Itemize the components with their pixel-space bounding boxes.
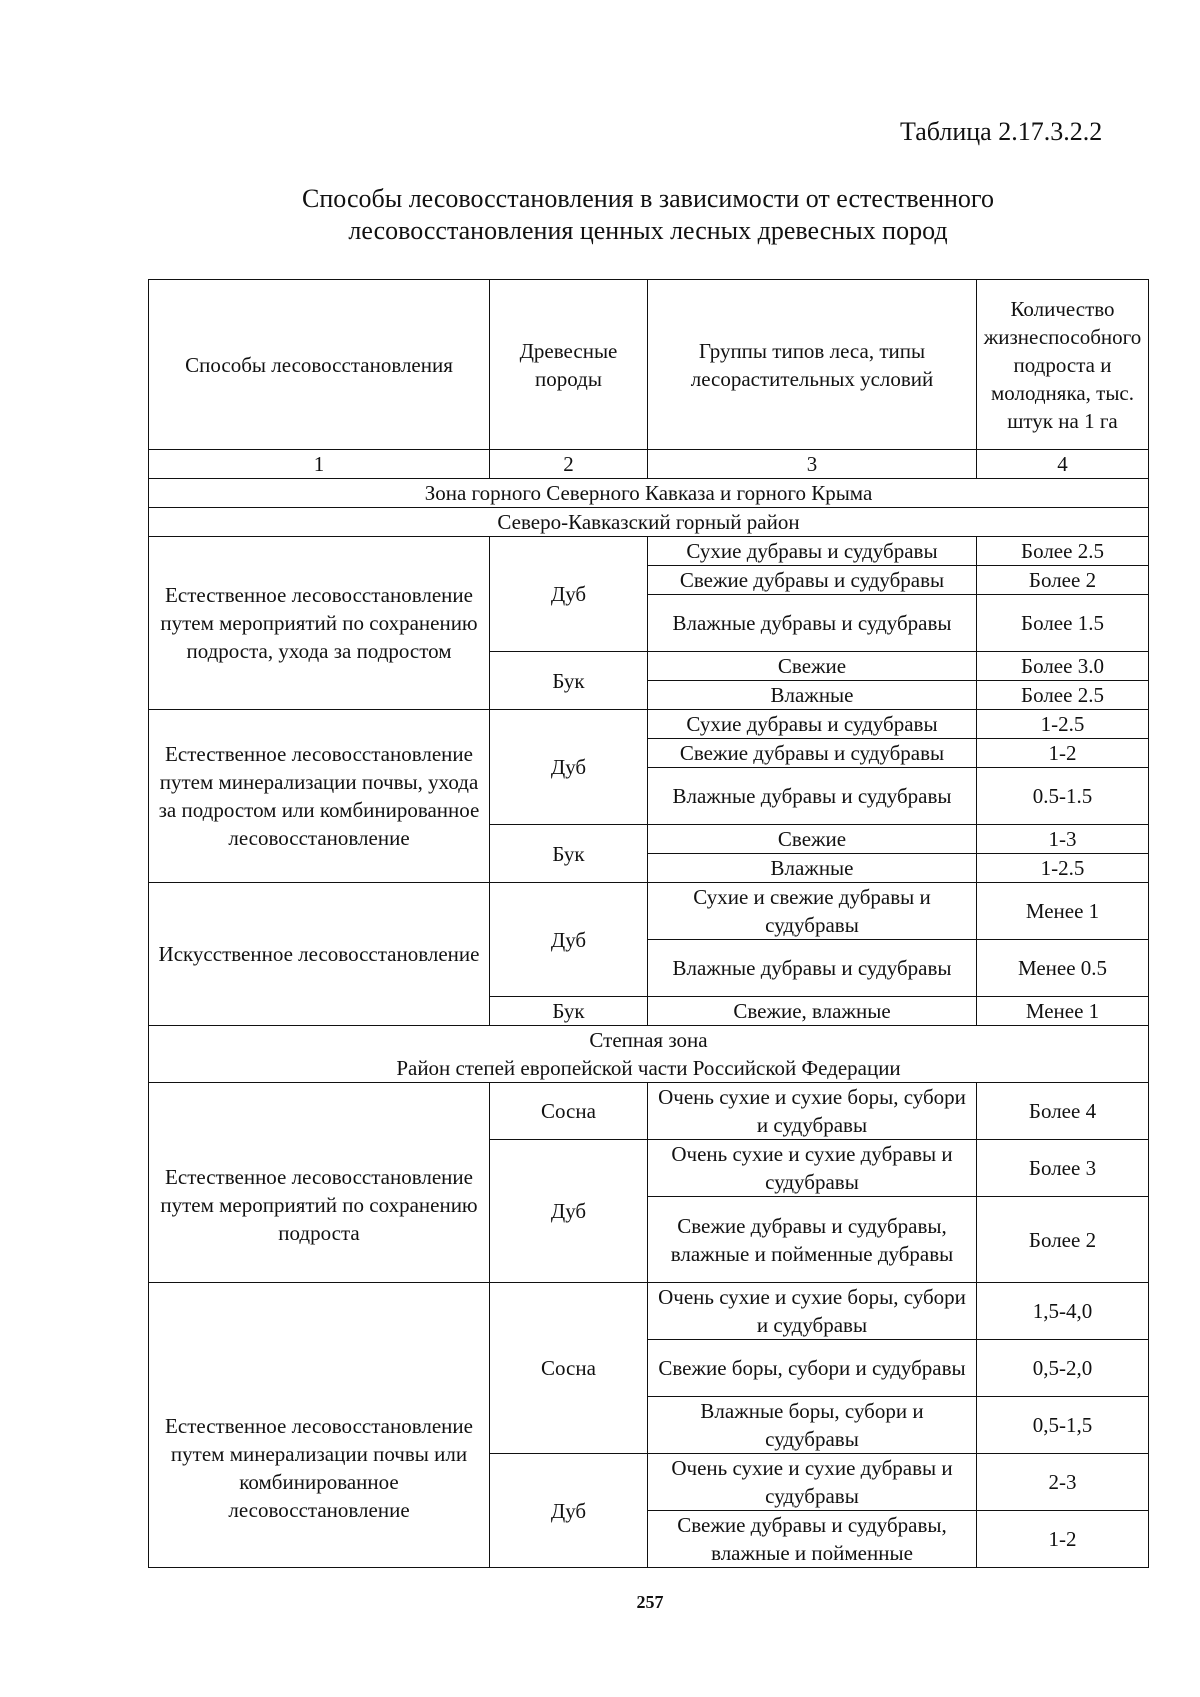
- header-methods: Способы лесовосстановления: [149, 280, 490, 450]
- forest-type-cell: Влажные дубравы и судубравы: [648, 768, 977, 825]
- forest-type-cell: Очень сухие и сухие боры, субори и судубравы: [648, 1083, 977, 1140]
- method-cell: Естественное лесовосстановление путем минерализации почвы, ухода за подростом или комбинированное лесовосстановление: [149, 710, 490, 883]
- quantity-cell: 1-3: [977, 825, 1149, 854]
- zone-title: Степная зона: [589, 1028, 708, 1052]
- column-number: 2: [490, 450, 648, 479]
- table-row: [149, 1283, 1149, 1340]
- quantity-cell: 0,5-2,0: [977, 1340, 1149, 1397]
- quantity-cell: 1-2: [977, 1511, 1149, 1568]
- quantity-cell: Менее 1: [977, 997, 1149, 1026]
- forest-type-cell: Свежие дубравы и судубравы: [648, 739, 977, 768]
- region-title: Район степей европейской части Российской Федерации: [396, 1056, 901, 1080]
- forest-type-cell: Очень сухие и сухие дубравы и судубравы: [648, 1454, 977, 1511]
- quantity-cell: 1-2.5: [977, 710, 1149, 739]
- quantity-cell: 0,5-1,5: [977, 1397, 1149, 1454]
- zone-heading: [149, 1026, 1149, 1083]
- species-cell: Бук: [490, 997, 648, 1026]
- column-numbers-row: [149, 450, 1149, 479]
- forest-type-cell: Влажные дубравы и судубравы: [648, 940, 977, 997]
- forest-type-cell: Свежие дубравы и судубравы, влажные и пойменные: [648, 1511, 977, 1568]
- title-line-2: лесовосстановления ценных лесных древесных пород: [348, 216, 948, 245]
- header-quantity: Количество жизнеспособного подроста и молодняка, тыс. штук на 1 га: [977, 280, 1149, 450]
- method-cell: Искусственное лесовосстановление: [149, 883, 490, 1026]
- forest-type-cell: Влажные дубравы и судубравы: [648, 595, 977, 652]
- forest-type-cell: Свежие, влажные: [648, 997, 977, 1026]
- forest-type-cell: Сухие и свежие дубравы и судубравы: [648, 883, 977, 940]
- forest-type-cell: Очень сухие и сухие дубравы и судубравы: [648, 1140, 977, 1197]
- forest-type-cell: Сухие дубравы и судубравы: [648, 537, 977, 566]
- header-forest-types: Группы типов леса, типы лесорастительных условий: [648, 280, 977, 450]
- species-cell: Дуб: [490, 883, 648, 997]
- forest-type-cell: Влажные: [648, 854, 977, 883]
- section-row: [149, 1026, 1149, 1083]
- forest-type-cell: Свежие: [648, 652, 977, 681]
- quantity-cell: 2-3: [977, 1454, 1149, 1511]
- reforestation-table: [148, 279, 1149, 1568]
- section-row: [149, 508, 1149, 537]
- species-cell: Сосна: [490, 1283, 648, 1454]
- table-row: [149, 710, 1149, 739]
- zone-heading: Зона горного Северного Кавказа и горного Крыма: [149, 479, 1149, 508]
- quantity-cell: 1,5-4,0: [977, 1283, 1149, 1340]
- forest-type-cell: Влажные боры, субори и судубравы: [648, 1397, 977, 1454]
- quantity-cell: 0.5-1.5: [977, 768, 1149, 825]
- species-cell: Дуб: [490, 710, 648, 825]
- document-title: [148, 183, 1148, 247]
- quantity-cell: 1-2.5: [977, 854, 1149, 883]
- species-cell: Сосна: [490, 1083, 648, 1140]
- method-cell: Естественное лесовосстановление путем минерализации почвы или комбинированное лесовосстановление: [149, 1283, 490, 1568]
- section-row: [149, 479, 1149, 508]
- species-cell: Дуб: [490, 537, 648, 652]
- table-number: Таблица 2.17.3.2.2: [900, 117, 1103, 146]
- quantity-cell: Менее 0.5: [977, 940, 1149, 997]
- quantity-cell: Более 2.5: [977, 537, 1149, 566]
- forest-type-cell: Свежие дубравы и судубравы: [648, 566, 977, 595]
- forest-type-cell: Свежие боры, субори и судубравы: [648, 1340, 977, 1397]
- quantity-cell: 1-2: [977, 739, 1149, 768]
- table-row: [149, 537, 1149, 566]
- forest-type-cell: Очень сухие и сухие боры, субори и судубравы: [648, 1283, 977, 1340]
- species-cell: Дуб: [490, 1140, 648, 1283]
- quantity-cell: Более 1.5: [977, 595, 1149, 652]
- title-line-1: Способы лесовосстановления в зависимости от естественного: [302, 184, 994, 213]
- header-species: Древесные породы: [490, 280, 648, 450]
- quantity-cell: Более 2.5: [977, 681, 1149, 710]
- table-row: [149, 1083, 1149, 1140]
- column-number: 4: [977, 450, 1149, 479]
- method-cell: Естественное лесовосстановление путем мероприятий по сохранению подроста: [149, 1083, 490, 1283]
- region-heading: Северо-Кавказский горный район: [149, 508, 1149, 537]
- quantity-cell: Более 3: [977, 1140, 1149, 1197]
- page-number: 257: [636, 1592, 664, 1612]
- quantity-cell: Менее 1: [977, 883, 1149, 940]
- quantity-cell: Более 2: [977, 566, 1149, 595]
- quantity-cell: Более 3.0: [977, 652, 1149, 681]
- column-number: 3: [648, 450, 977, 479]
- quantity-cell: Более 2: [977, 1197, 1149, 1283]
- quantity-cell: Более 4: [977, 1083, 1149, 1140]
- header-row: [149, 280, 1149, 450]
- forest-type-cell: Свежие: [648, 825, 977, 854]
- forest-type-cell: Свежие дубравы и судубравы, влажные и пойменные дубравы: [648, 1197, 977, 1283]
- table-row: [149, 883, 1149, 940]
- column-number: 1: [149, 450, 490, 479]
- species-cell: Дуб: [490, 1454, 648, 1568]
- species-cell: Бук: [490, 652, 648, 710]
- forest-type-cell: Влажные: [648, 681, 977, 710]
- method-cell: Естественное лесовосстановление путем мероприятий по сохранению подроста, ухода за подростом: [149, 537, 490, 710]
- forest-type-cell: Сухие дубравы и судубравы: [648, 710, 977, 739]
- species-cell: Бук: [490, 825, 648, 883]
